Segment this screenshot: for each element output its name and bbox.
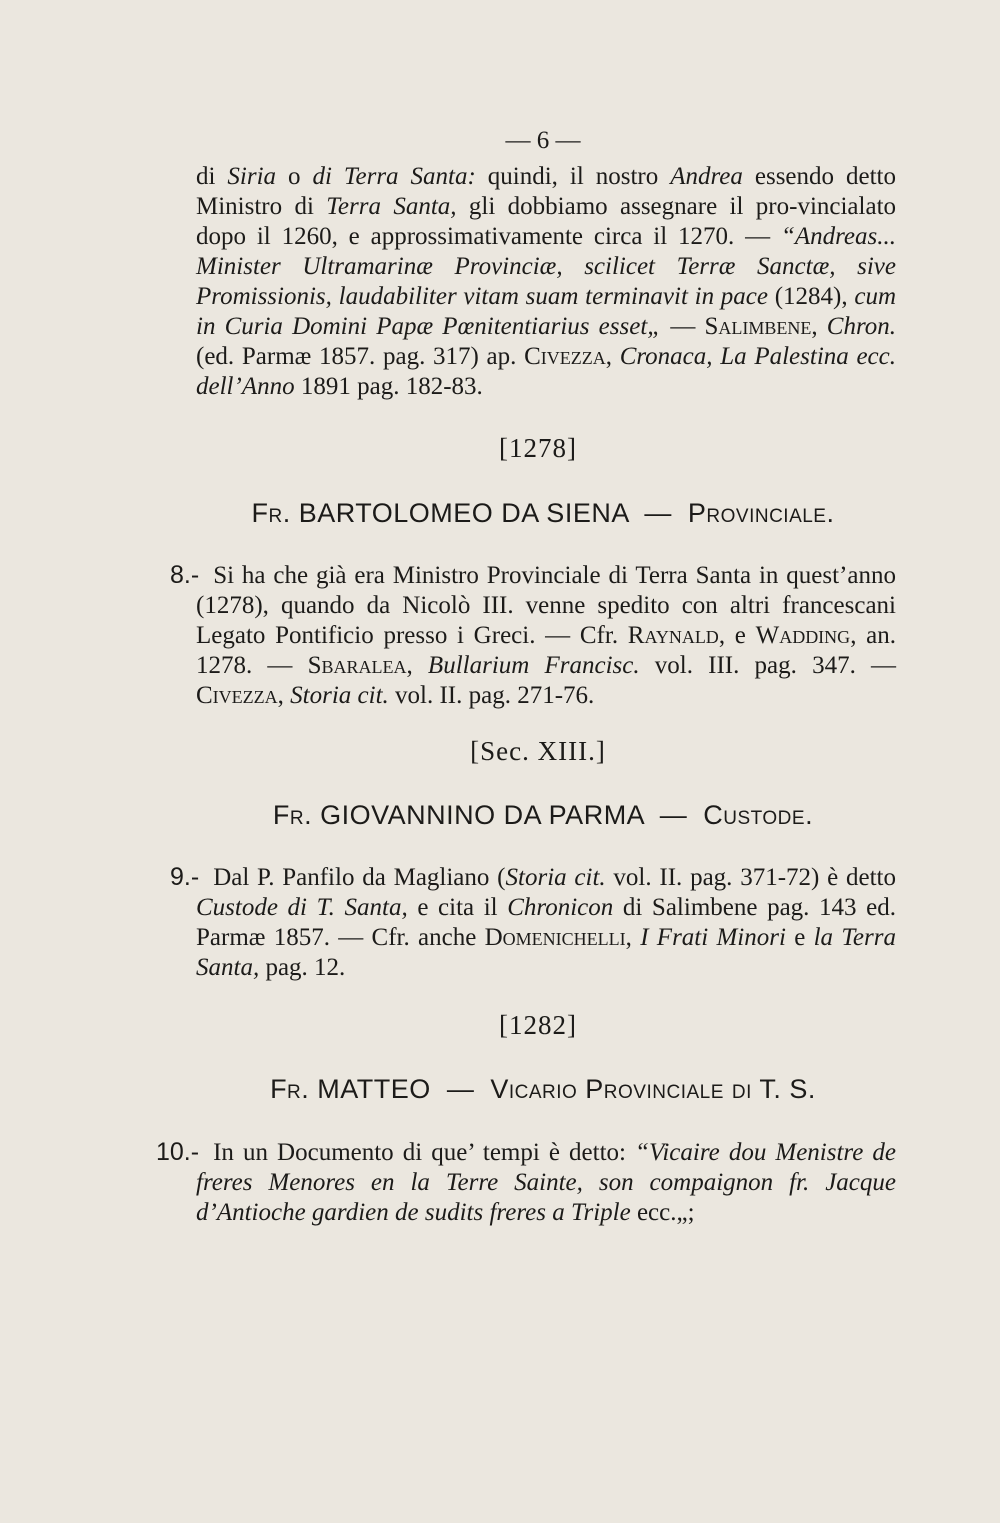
page-number: — 6 — bbox=[505, 127, 581, 154]
section-heading: Fr. BARTOLOMEO DA SIENA — Provinciale. bbox=[251, 498, 835, 528]
entry-10: 10.- In un Documento di que’ tempi è detto: “Vicaire dou Menistre de freres Menores en la Terre Sainte, son compaignon fr. Jacque d’Antioche gardien de sudits freres a Triple ecc.„; bbox=[156, 1138, 896, 1226]
section-year: [1278] bbox=[499, 433, 577, 463]
friar-role: Custode. bbox=[703, 800, 814, 830]
entry-number: 9.- bbox=[170, 863, 200, 891]
cited-author: Salimbene bbox=[704, 313, 812, 340]
friar-name: MATTEO bbox=[317, 1074, 431, 1104]
continuation-paragraph: di Siria o di Terra Santa: quindi, il nostro Andrea essendo detto Ministro di Terra Santa, gli dobbiamo assegnare il pro-vincialato dopo il 1260, e approssimativamente circa il 1270. — “Andreas... Minister Ultramarinæ Provinciæ, scilicet Terræ Sanctæ, sive Promissionis, laudabiliter vitam suam terminavit in pace (1284), cum in Curia Domini Papæ Pœnitentiarius esset„ — Salimbene, Chron. (ed. Parmæ 1857. pag. 317) ap. Civezza, Cronaca, La Palestina ecc. dell’Anno 1891 pag. 182-83. bbox=[196, 163, 897, 400]
friar-name: GIOVANNINO DA PARMA bbox=[320, 800, 644, 830]
entry-8: 8.- Si ha che già era Ministro Provinciale di Terra Santa in quest’anno (1278), quando da Nicolò III. venne spedito con altri francescani Legato Pontificio presso i Greci. — Cfr. Raynald, e Wadding, an. 1278. — Sbaralea, Bullarium Francisc. vol. III. pag. 347. — Civezza, Storia cit. vol. II. pag. 271-76. bbox=[170, 561, 896, 709]
section-year: [1282] bbox=[499, 1010, 577, 1040]
entry-9: 9.- Dal P. Panfilo da Magliano (Storia cit. vol. II. pag. 371-72) è detto Custode di T. Santa, e cita il Chronicon di Salimbene pag. 143 ed. Parmæ 1857. — Cfr. anche Domenichelli, I Frati Minori e la Terra Santa, pag. 12. bbox=[170, 863, 896, 981]
friar-name: BARTOLOMEO DA SIENA bbox=[298, 498, 629, 528]
entry-number: 10.- bbox=[156, 1138, 200, 1166]
section-heading: Fr. MATTEO — Vicario Provinciale di T. S. bbox=[270, 1074, 816, 1104]
friar-role: Provinciale. bbox=[687, 498, 835, 528]
section-year: [Sec. XIII.] bbox=[470, 736, 606, 766]
section-heading: Fr. GIOVANNINO DA PARMA — Custode. bbox=[272, 800, 814, 830]
friar-role: Vicario Provinciale di T. S. bbox=[490, 1074, 816, 1104]
entry-number: 8.- bbox=[170, 561, 200, 589]
cited-author: Civezza bbox=[524, 343, 606, 370]
latin-quotation: “Andreas... Minister Ultramarinæ Provinciæ, scilicet Terræ Sanctæ, sive Promissionis, laudabiliter vitam suam terminavit in pace bbox=[196, 223, 896, 310]
